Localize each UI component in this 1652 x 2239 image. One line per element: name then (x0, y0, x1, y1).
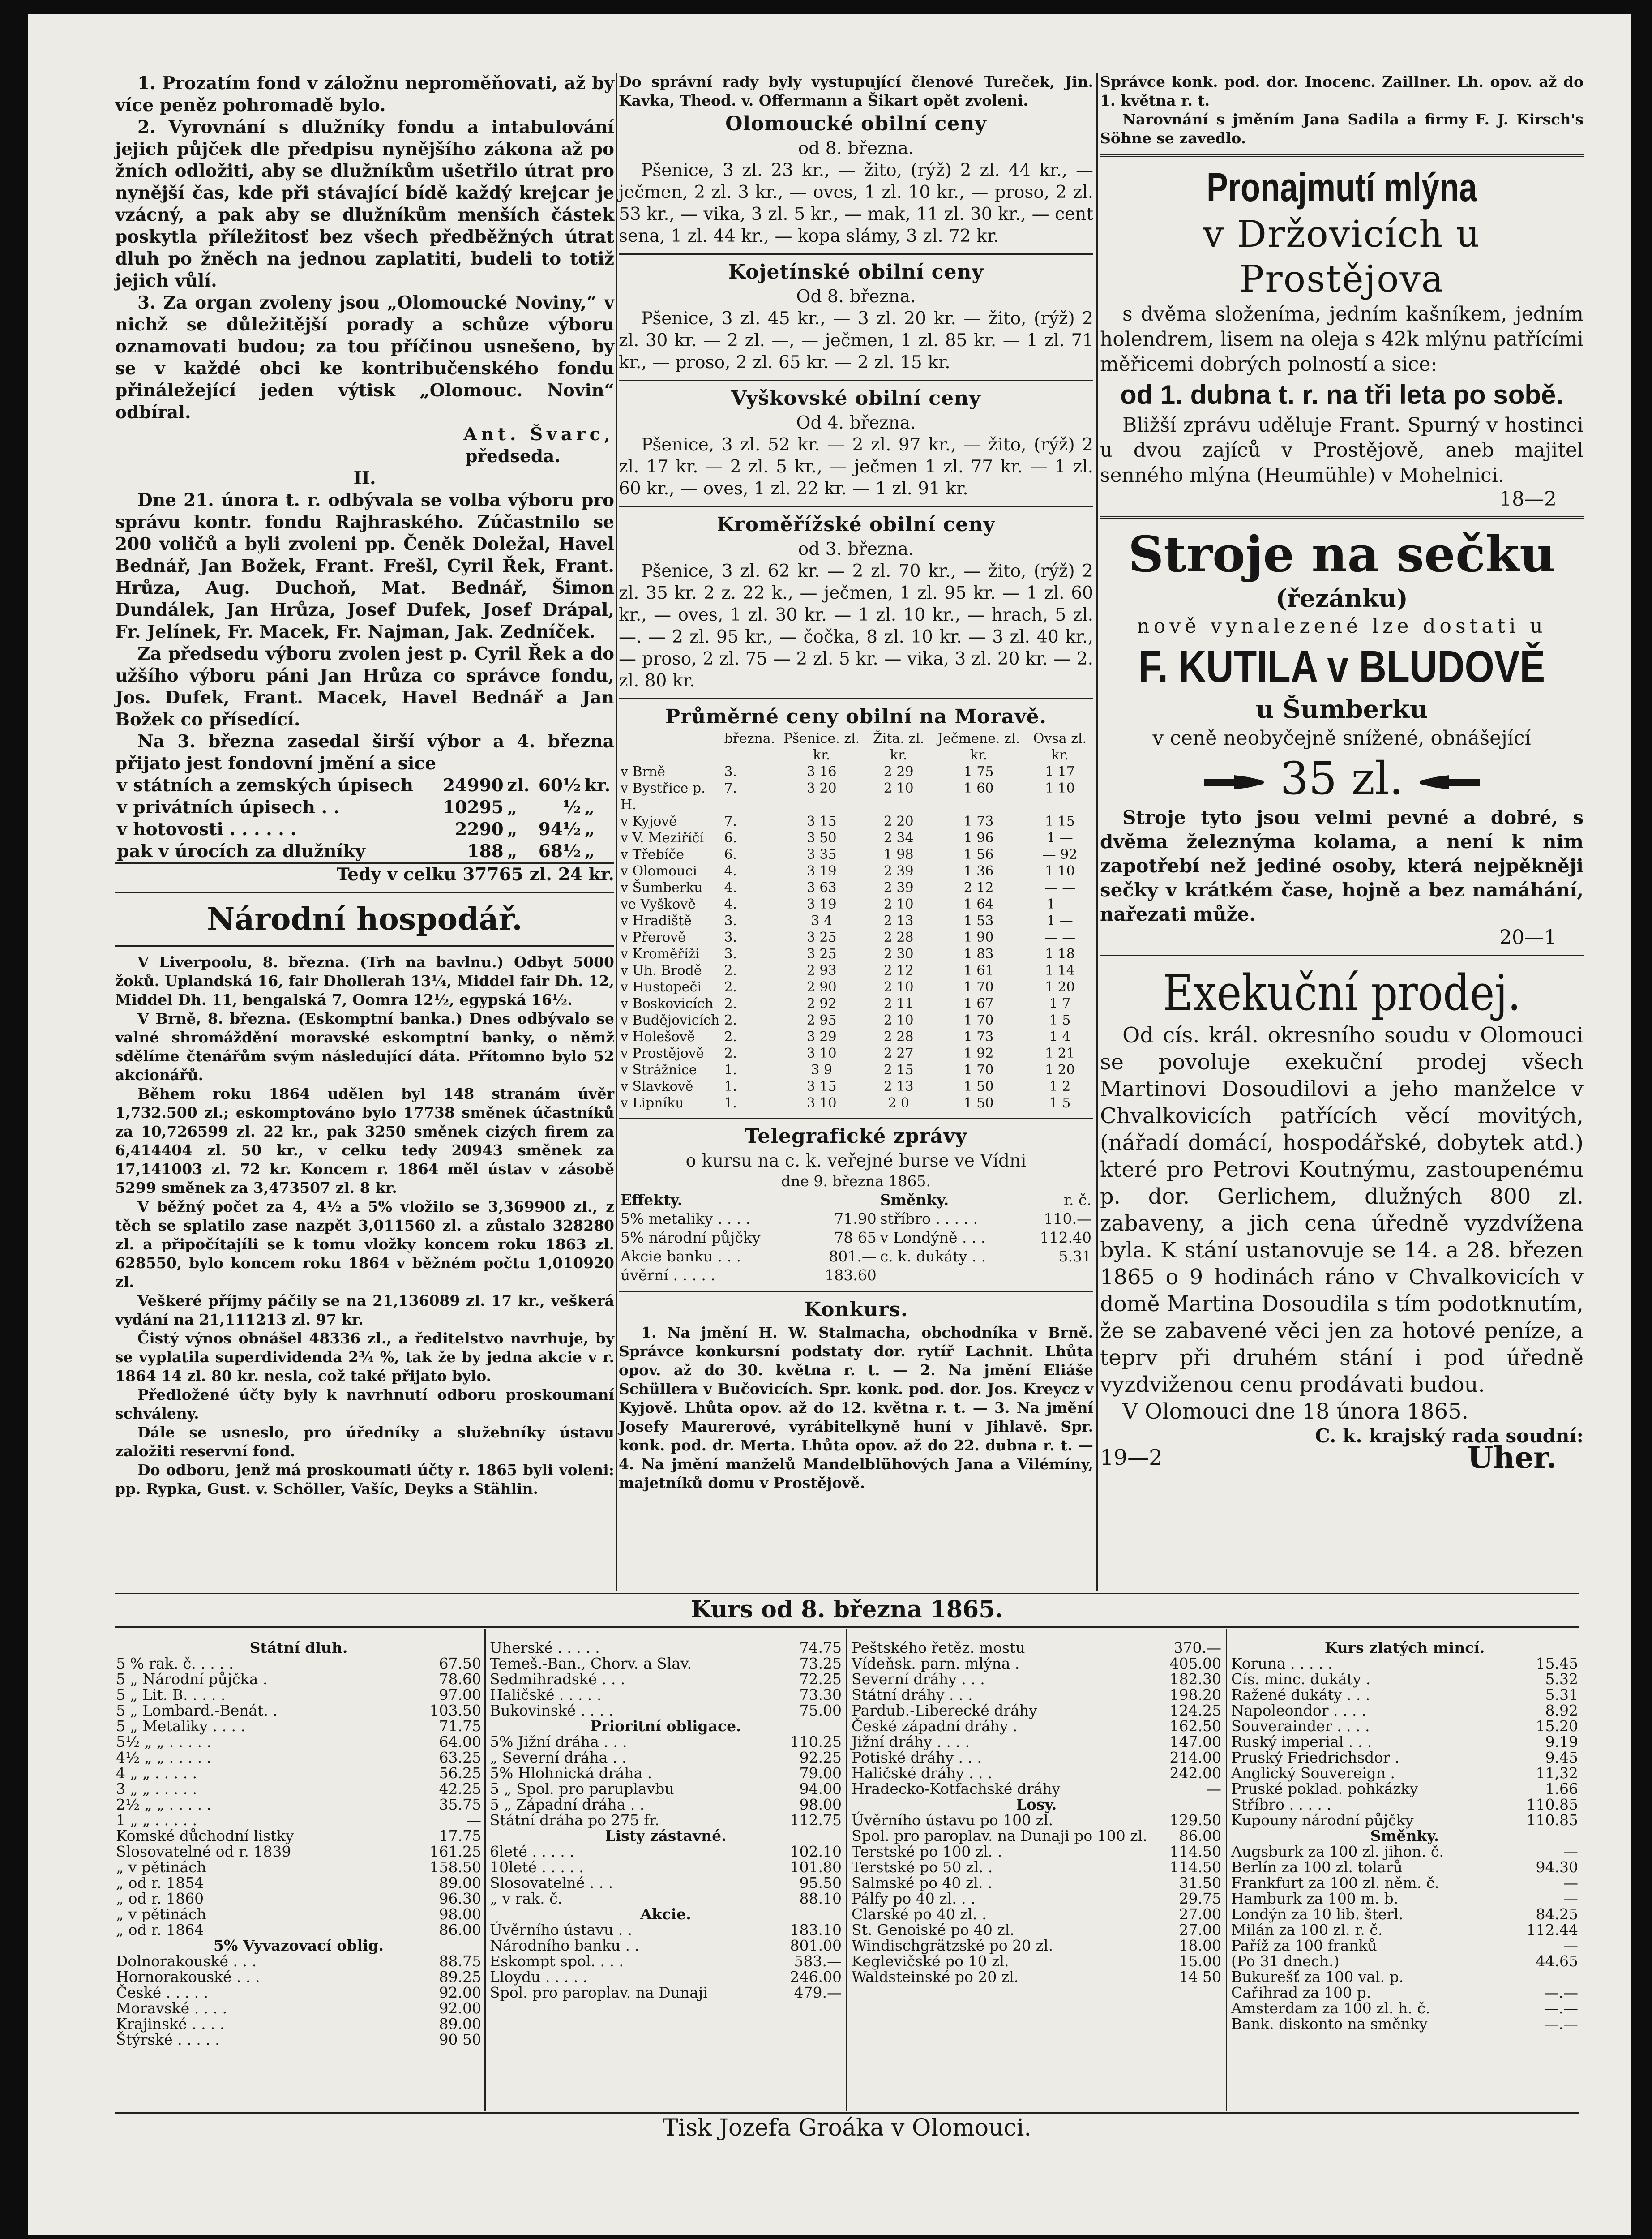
table-row: 6leté . . . . . 102.10 (490, 1843, 842, 1860)
table-row: Berlín za 100 zl. tolarů 94.30 (1231, 1858, 1578, 1876)
table-row: Keglevičské po 10 zl. 15.00 (852, 1952, 1221, 1970)
table-row: v privátních úpisech . . 10295 „ ½ „ (117, 797, 595, 818)
kurs-divider (846, 1629, 847, 2111)
ad-execution-sale: Exekuční prodej. Od cís. král. okresního soudu v Olomouci se povoluje exekuční prodej všech Martinovi Dosoudilovi a jeho manželce v Chvalkovicích patřících věcí movitých, (nářadí domácí, hospodářské, dobytek atd.) které pro Petrovi Koutnýmu, zastoupenému p. dor. Gerlichem, dlužných 800 zl. zabaveny, a jich cena úředně vyzdvížena byla. K stání ustanovuje se 14. a 28. březen 1865 o 9 hodinách ráno v Chvalkovicích v domě Martina Dosoudila s tím podotknutím, že se zabavené věci jen za hotové peníze, a teprv při druhém stání i pod úředně vyzdviženou cenu prodávati budou. V Olomouci dne 18 února 1865. C. k. krajský rada soudní: 19—2 Uher. (1100, 964, 1584, 1475)
kurs-title: Kurs od 8. března 1865. (691, 1596, 1003, 1623)
table-row: v Třebíče 6. 3 35 1 98 1 56 — 92 (621, 847, 1078, 862)
section-number: II. (353, 468, 376, 489)
table-row: Krajinské . . . . 89.00 (116, 2015, 481, 2033)
table-row: Temeš.-Ban., Chorv. a Slav. 73.25 (490, 1655, 842, 1672)
table-row: Slosovatelné od r. 1839 161.25 (116, 1843, 481, 1860)
table-row: 2½ „ „ . . . . . 35.75 (116, 1796, 481, 1813)
table-row: Bukovinské . . . . 75.00 (490, 1702, 842, 1719)
table-row: Listy zástavné. (605, 1827, 727, 1844)
table-row: Štýrské . . . . . 90 50 (116, 2031, 481, 2048)
table-row: Státní dráha po 275 fr. 112.75 (490, 1811, 842, 1829)
table-row: 5 „ Lit. B. . . . . 97.00 (116, 1686, 481, 1703)
avg-price-table (619, 730, 1093, 1111)
table-row: Spol. pro paroplav. na Dunaji po 100 zl. 86.00 (852, 1827, 1221, 1844)
kurs-col-2 (489, 1640, 843, 2000)
table-row: v Brně 3. 3 16 2 29 1 75 1 17 (621, 764, 1075, 780)
table-row: 5 „ Spol. pro paruplavbu 94.00 (490, 1780, 842, 1797)
kurs-col-1 (115, 1640, 482, 2047)
table-row: Souverainder . . . . 15.20 (1231, 1717, 1578, 1735)
table-row: Haličské . . . . . 73.30 (490, 1686, 842, 1703)
election-para-1: Dne 21. února t. r. odbývala se volba výboru pro správu kontr. fondu Rajhraského. Zúčastnilo se 200 voličů a byli zvoleni pp. Čeněk Doležal, Havel Bednář, Jan Božek, Frant. Frešl, Cyril Řek, Frant. Hrůza, Aug. Duchoň, Mat. Bednář, Šimon Dundálek, Jan Hrůza, Josef Dufek, Josef Drápal, Fr. Jelínek, Fr. Macek, Fr. Najman, Jak. Zedníček. (115, 490, 614, 642)
table-row: Hamburk za 100 m. b. — (1231, 1890, 1578, 1907)
table-row: pak v úrocích za dlužníky 188 „ 68½ „ (115, 841, 614, 863)
table-row: Milán za 100 zl. r. č. 112.44 (1231, 1921, 1578, 1939)
table-row: Pardub.-Liberecké dráhy 124.25 (852, 1702, 1221, 1719)
tel-title: Telegrafické zprávy (745, 1125, 967, 1148)
kurs-col-4 (1230, 1640, 1579, 2032)
table-row: v Uh. Brodě 2. 2 93 2 12 1 61 1 14 (621, 963, 1075, 978)
market-kojetin: Kojetínské obilní ceny Od 8. března. Pšenice, 3 zl. 45 kr., — 3 zl. 20 kr. — žito, (rýž) 2 zl. 30 kr. — 2 zl. —, — ječmen, 1 zl. 85 kr. — 1 zl. 71 kr., — proso, 2 zl. 65 kr. — 2 zl. 15 kr. (619, 261, 1093, 373)
tel-subtitle: o kursu na c. k. veřejné burse ve Vídni (685, 1151, 1027, 1171)
table-row: v státních a zemských úpisech 24990 zl. 60½ kr. (117, 775, 611, 796)
table-row: Národního banku . . 801.00 (490, 1937, 842, 1954)
table-row: „ v pětinách 158.50 (116, 1858, 481, 1876)
table-row: Ražené dukáty . . . 5.31 (1231, 1686, 1578, 1703)
kurs-bottom-rule (115, 1626, 1579, 1628)
table-row: Akcie banku . . . 801.— c. k. dukáty . . 5.31 (621, 1248, 1091, 1265)
tel-date: dne 9. března 1865. (781, 1172, 931, 1190)
tel-table (619, 1191, 1093, 1285)
table-row: Eskompt spol. . . . 583.— (490, 1952, 842, 1970)
table-row: „ v rak. č. 88.10 (490, 1890, 842, 1907)
market-vyskov: Vyškovské obilní ceny Od 4. března. Pšenice, 3 zl. 52 kr. — 2 zl. 97 kr., — žito, (rýž) 2 zl. 17 kr. — 2 zl. 5 kr., — ječmen 1 zl. 77 kr. — 1 zl. 60 kr., — oves, 1 zl. 22 kr. — 1 zl. 91 kr. (619, 387, 1093, 499)
column-divider (1096, 73, 1098, 1591)
signature-role: předseda. (465, 446, 561, 467)
table-row: Prioritní obligace. (590, 1717, 741, 1735)
election-para-3: Na 3. března zasedal širší výbor a 4. března přijato jest fondovní jmění a sice (115, 731, 614, 774)
table-row: Amsterdam za 100 zl. h. č. —.— (1231, 1999, 1578, 2017)
table-row: 5% Vyvazovací oblig. (214, 1937, 384, 1954)
table-row: Bank. diskonto na směnky —.— (1231, 2015, 1578, 2033)
signature: Ant. Švarc, (463, 424, 614, 445)
pointing-hand-right-icon (1203, 772, 1266, 792)
table-row: úvěrní . . . . . 183.60 (621, 1266, 877, 1284)
table-row: Sedmihradské . . . 72.25 (490, 1670, 842, 1688)
newspaper-page (28, 14, 1631, 2235)
table-row: Frankfurt za 100 zl. něm. č. — (1231, 1874, 1578, 1892)
hosp-para-4: V běžný počet za 4, 4½ a 5% vložilo se 3,369900 zl., z těch se splatilo zase nazpět 3,011560 zl. a zůstalo 328280 zl. a připočítajíli se k tomu vložky koncem roku 1863 zl. 628550, bylo koncem roku 1864 v běžném počtu 1,010920 zl. (115, 1198, 614, 1291)
table-row: Haličské dráhy . . . 242.00 (852, 1764, 1221, 1782)
kurs-col1-title: Státní dluh. (249, 1639, 348, 1656)
table-row: Stříbro . . . . . 110.85 (1231, 1796, 1578, 1813)
table-row: 5 „ Západní dráha . . 98.00 (490, 1796, 842, 1813)
table-row: 5 % rak. č. . . . . 67.50 (116, 1655, 481, 1672)
table-row: v Boskovicích 2. 2 92 2 11 1 67 1 7 (621, 996, 1071, 1012)
table-row: 5% národní půjčky 78 65 v Londýně . . . 112.40 (621, 1229, 1091, 1246)
market-kromeriz: Kroměřížské obilní ceny od 3. března. Pšenice, 3 zl. 62 kr. — 2 zl. 70 kr., — žito, (rýž) 2 zl. 35 kr. 2 z. 22 k., — ječmen, 1 zl. 95 kr. — 1 zl. 60 kr., — oves, 1 zl. 30 kr. — 1 zl. 10 kr., — hrach, 5 zl. —. — 2 zl. 95 kr., — čočka, 8 zl. 10 kr. — 3 zl. 40 kr., — proso, 2 zl. 75 — 2 zl. 5 kr. — vika, 3 zl. 20 kr. — 2. zl. 80 kr. (619, 513, 1093, 691)
table-row: v V. Meziříčí 6. 3 50 2 34 1 96 1 — (621, 830, 1073, 846)
table-row: Windischgrätzské po 20 zl. 18.00 (852, 1937, 1221, 1954)
table-row: „ v pětinách 98.00 (116, 1905, 481, 1923)
hosp-para-5: Veškeré příjmy páčily se na 21,136089 zl. 17 kr., veškerá vydání na 21,111213 zl. 97 kr. (115, 1292, 614, 1328)
table-row: 5 „ Metaliky . . . . 71.75 (116, 1717, 481, 1735)
table-row: Terstské po 100 zl. . 114.50 (852, 1843, 1221, 1860)
pointing-hand-left-icon (1418, 772, 1481, 792)
kurs-divider (484, 1629, 486, 2111)
table-row: 4 „ „ . . . . . 56.25 (116, 1764, 481, 1782)
kurs-top-rule (115, 1593, 1579, 1594)
table-row: v Olomouci 4. 3 19 2 39 1 36 1 10 (621, 863, 1075, 879)
table-row: Komské důchodní listky 17.75 (116, 1827, 481, 1844)
table-row: 5 „ Lombard.-Benát. . 103.50 (116, 1702, 481, 1719)
hosp-para-9: Do odboru, jenž má proskoumati účty r. 1865 byli voleni: pp. Rypka, Gust. v. Schöller, Vašíc, Deyks a Stählin. (115, 1461, 614, 1497)
table-row: Úvěrního ústavu po 100 zl. 129.50 (852, 1811, 1221, 1829)
table-row: v Přerově 3. 3 25 2 28 1 90 — — (621, 930, 1076, 945)
table-row: Moravské . . . . 92.00 (116, 1999, 481, 2017)
table-row: Státní dráhy . . . 198.20 (852, 1686, 1221, 1703)
table-row: Úvěrního ústavu . . 183.10 (490, 1921, 842, 1939)
table-row: v Hradiště 3. 3 4 2 13 1 53 1 — (621, 913, 1073, 929)
table-row: (Po 31 dnech.) 44.65 (1231, 1952, 1578, 1970)
table-row: Severní dráhy . . . 182.30 (852, 1670, 1221, 1688)
table-row: Cís. minc. dukáty . 5.32 (1231, 1670, 1578, 1688)
column-divider (616, 73, 617, 1591)
hosp-para-7: Předložené účty byly k navrhnutí odboru proskoumaní schváleny. (115, 1386, 614, 1422)
table-row: 10leté . . . . . 101.80 (490, 1858, 842, 1876)
table-row: v Slavkově 1. 3 15 2 13 1 50 1 2 (621, 1079, 1071, 1094)
table-row: 3 „ „ . . . . . 42.25 (116, 1780, 481, 1797)
column-2 (619, 73, 1093, 1493)
kurs-col4-title: Kurs zlatých mincí. (1324, 1639, 1485, 1656)
konkurs-title: Konkurs. (804, 1298, 908, 1321)
assets-total: Tedy v celku 37765 zl. 24 kr. (336, 864, 614, 885)
fond-para-1: 1. Prozatím fond v záložnu neproměňovati, až by více peněz pohromadě bylo. (115, 73, 614, 116)
column-1 (115, 73, 614, 1498)
table-row: „ od r. 1860 96.30 (116, 1890, 481, 1907)
table-row: Losy. (1016, 1796, 1057, 1813)
table-row: Salmské po 40 zl. . 31.50 (852, 1874, 1221, 1892)
hosp-para-8: Dále se usneslo, pro úředníky a služebníky ústavu založiti reservní fond. (115, 1424, 614, 1460)
fond-para-3: 3. Za organ zvoleny jsou „Olomoucké Noviny,“ v nichž se důležitější porady a schůze výboru oznamovati budou; za tou příčinou usnešeno, by se v každé obci ke kontribučenského fondu přináležející jeden výtisk „Olomouc. Novin“ odbíral. (115, 292, 614, 423)
table-row: v Kroměříži 3. 3 25 2 30 1 83 1 18 (621, 946, 1075, 962)
table-row: 1 „ „ . . . . . — (116, 1811, 481, 1829)
table-row: Napoleondor . . . . 8.92 (1231, 1702, 1578, 1719)
table-row: České západní dráhy . 162.50 (852, 1717, 1221, 1735)
table-row: Dolnorakouské . . . 88.75 (116, 1952, 481, 1970)
table-row: Směnky. (1370, 1827, 1439, 1844)
table-row: v hotovosti . . . . . . 2290 „ 94½ „ (117, 819, 595, 840)
table-header-row: března. Pšenice. zl. kr. Žita. zl. kr. Ječmene. zl. kr. Ovsa zl. kr. (724, 731, 1087, 763)
ad-cutters: Stroje na sečku (řezánku) nově vynalezené lze dostati u F. KUTILA v BLUDOVĚ u Šumberku v ceně neobyčejně snížené, obnášející 35 zl. Stroje tyto jsou velmi pevné a dobré, s dvěma železnýma kolama, a není k nim zapotřebí než jediné osoby, která nejpěkněji sečky v krátkém čase, hojně a bez namáhání, nařezati může. 20—1 (1100, 525, 1584, 949)
table-row: ve Vyškově 4. 3 19 2 10 1 64 1 — (621, 896, 1073, 912)
hosp-title: Národní hospodář. (207, 901, 522, 937)
table-header-row: Effekty. Směnky. r. č. (621, 1191, 1091, 1209)
avg-title: Průměrné ceny obilní na Moravě. (665, 705, 1047, 728)
table-row: v Strážnice 1. 3 9 2 15 1 70 1 20 (621, 1062, 1075, 1078)
table-row: 5% Jižní dráha . . . 110.25 (490, 1733, 842, 1750)
table-row: v Bystřice p. H. 7. 3 20 2 10 1 60 1 10 (621, 781, 1075, 813)
table-row: Terstské po 50 zl. . 114.50 (852, 1858, 1221, 1876)
table-row: Kupouny národní půjčky 110.85 (1231, 1811, 1578, 1829)
table-row: 4½ „ „ . . . . . 63.25 (116, 1749, 481, 1766)
table-row: Londýn za 10 lib. šterl. 84.25 (1231, 1905, 1578, 1923)
fond-para-2: 2. Vyrovnání s dlužníky fondu a intabulování jejich půjček dle předpisu nynějšího zákona až po žních odložiti, aby se dlužníkům ušetřilo útrat pro nynější čas, kde při stávající bídě každý krejcar je vzácný, a pak aby se dlužníkům menších částek poskytla příležitosť bez všech předběžných útrat dluh po žněch na jednou zaplatiti, budeli to totiž jejich vůlí. (115, 117, 614, 291)
table-row: v Holešově 2. 3 29 2 28 1 73 1 4 (621, 1029, 1071, 1045)
table-row: České . . . . . 92.00 (116, 1984, 481, 2001)
table-row: Akcie. (640, 1905, 691, 1923)
table-row: Clarské po 40 zl. . 27.00 (852, 1905, 1221, 1923)
table-row: Bukurešť za 100 val. p. (1231, 1968, 1404, 1986)
hosp-para-1: V Liverpoolu, 8. března. (Trh na bavlnu.) Odbyt 5000 žoků. Uplandská 16, fair Dhollerah 13¼, Middel fair Dh. 12, Middel Dh. 11, bengalská 7, Oomra 12½, egypská 16½. (115, 953, 614, 1008)
table-row: 5% Hlohnická dráha . 79.00 (490, 1764, 842, 1782)
table-row: v Prostějově 2. 3 10 2 27 1 92 1 21 (621, 1046, 1075, 1061)
table-row: 5½ „ „ . . . . . 64.00 (116, 1733, 481, 1750)
table-row: Lloydu . . . . . 246.00 (490, 1968, 842, 1986)
table-row: Augsburk za 100 zl. jihon. č. — (1231, 1843, 1578, 1860)
table-row: v Lipníku 1. 3 10 2 0 1 50 1 5 (621, 1095, 1071, 1111)
col3-top: Správce konk. pod. dor. Inocenc. Zaillner. Lh. opov. až do 1. května r. t. (1100, 73, 1584, 109)
table-row: Waldsteinské po 20 zl. 14 50 (852, 1968, 1221, 1986)
table-row: Pruský Friedrichsdor . 9.45 (1231, 1749, 1578, 1766)
table-row: v Hustopeči 2. 2 90 2 10 1 70 1 20 (621, 979, 1075, 995)
kurs-col-3 (851, 1640, 1222, 1985)
table-row: v Šumberku 4. 3 63 2 39 2 12 — — (621, 880, 1076, 896)
konkurs-text: 1. Na jmění H. W. Stalmacha, obchodníka v Brně. Správce konkursní podstaty dor. rytíř Lachnit. Lhůta opov. až do 30. května r. t. — 2. Na jmění Eliáše Schüllera v Bučovicích. Spr. konk. pod. dor. Jos. Kreycz v Kyjově. Lhůta opov. až do 12. května r. t. — 3. Na jmění Josefy Maurerové, vyrábitelkyně huní v Jihlavě. Spr. konk. pod. dr. Merta. Lhůta opov. až do 22. dubna r. t. — 4. Na jmění manželů Mandelblühových Jana a Vilémíny, majetníků domu v Prostějově. (619, 1324, 1093, 1492)
ad2-price: 35 zl. (1280, 752, 1404, 805)
table-row: Cařihrad za 100 p. —.— (1231, 1984, 1578, 2001)
table-row: Slosovatelné . . . 95.50 (490, 1874, 842, 1892)
hosp-para-6: Čistý výnos obnášel 48336 zl., a ředitelstvo navrhuje, by se vyplatila superdividenda 2¾ %, tak že by jedna akcie v r. 1864 14 zl. 80 kr. nesla, což také přijato bylo. (115, 1330, 614, 1385)
market-olomouc: Olomoucké obilní ceny od 8. března. Pšenice, 3 zl. 23 kr., — žito, (rýž) 2 zl. 44 kr., — ječmen, 2 zl. 3 kr., — oves, 1 zl. 10 kr., — proso, 2 zl. 53 kr., — vika, 3 zl. 5 kr., — mak, 11 zl. 30 kr., — cent sena, 1 zl. 44 kr., — kopa slámy, 3 zl. 72 kr. (619, 112, 1093, 246)
hosp-para-3: Během roku 1864 udělen byl 148 stranám úvěr 1,732.500 zl.; eskomptováno bylo 17738 směnek účastníků za 10,726599 zl. 22 kr., pak 3250 směnek cizých firem za 6,414404 zl. 50 kr., v celku tedy 20943 směnek za 17,141003 zl. 72 kr. Koncem r. 1864 měl ústav v zásobě 5299 směnek za 3,473507 zl. 8 kr. (115, 1085, 614, 1197)
table-row: Pálfy po 40 zl. . . 29.75 (852, 1890, 1221, 1907)
table-row: Ruský imperial . . . 9.19 (1231, 1733, 1578, 1750)
imprint-rule (115, 2112, 1579, 2114)
table-row: Pruské poklad. pohkázky 1.66 (1231, 1780, 1578, 1797)
assets-table (115, 775, 614, 864)
column-3 (1100, 73, 1584, 1475)
table-row: „ Severní dráha . . 92.25 (490, 1749, 842, 1766)
kurs-divider (1226, 1629, 1227, 2111)
ad-mill-rent: Pronajmutí mlýna v Držovicích u Prostějova s dvěma složeníma, jedním kašníkem, jedním holendrem, lisem na oleja s 42k mlýnu patřícími měřicemi dobrých polností a sice: od 1. dubna t. r. na tři leta po sobě. Bližší zprávu uděluje Frant. Spurný v hostinci u dvou zajíců v Prostějově, aneb majitel senného mlýna (Heumühle) v Mohelnici. 18—2 (1100, 165, 1584, 510)
table-row: „ od r. 1864 86.00 (116, 1921, 481, 1939)
table-row: Spol. pro paroplav. na Dunaji 479.— (490, 1984, 842, 2001)
table-row: Uherské . . . . . 74.75 (490, 1639, 842, 1656)
table-row: Paříž za 100 franků — (1231, 1937, 1578, 1954)
table-row: Peštského řetěz. mostu 370.— (852, 1639, 1221, 1656)
table-row: Koruna . . . . . 15.45 (1231, 1655, 1578, 1672)
table-row: v Kyjově 7. 3 15 2 20 1 73 1 15 (621, 814, 1075, 829)
col2-intro: Do správní rady byly vystupující členové Tureček, Jin. Kavka, Theod. v. Offermann a Šikart opět zvoleni. (619, 73, 1093, 109)
table-row: St. Genoiské po 40 zl. 27.00 (852, 1921, 1221, 1939)
table-row: Hradecko-Kotfachské dráhy — (852, 1780, 1221, 1797)
table-row: „ od r. 1854 89.00 (116, 1874, 481, 1892)
table-row: v Budějovicích 2. 2 95 2 10 1 70 1 5 (621, 1012, 1071, 1028)
col3-top-2: Narovnání s jměním Jana Sadila a firmy F. J. Kirsch's Söhne se zavedlo. (1100, 111, 1584, 147)
hosp-para-2: V Brně, 8. března. (Eskomptní banka.) Dnes odbývalo se valné shromáždění moravské eskomptní banky, o němž sdělíme čtenářům svým následující dáta. Přítomno bylo 52 akcionářů. (115, 1010, 614, 1084)
table-row: Potiské dráhy . . . 214.00 (852, 1749, 1221, 1766)
table-row: 5 „ Národní půjčka . 78.60 (116, 1670, 481, 1688)
table-row: Jižní dráhy . . . . 147.00 (852, 1733, 1221, 1750)
table-row: Hornorakouské . . . 89.25 (116, 1968, 481, 1986)
table-row: 5% metaliky . . . . 71.90 stříbro . . . . . 110.— (621, 1210, 1091, 1227)
table-row: Vídeňsk. parn. mlýna . 405.00 (852, 1655, 1221, 1672)
election-para-2: Za předsedu výboru zvolen jest p. Cyril Řek a do užšího výboru páni Jan Hrůza co správce fondu, Jos. Dufek, Frant. Macek, Havel Bednář a Jan Božek co přísedící. (115, 643, 614, 730)
table-row: Anglický Souvereign . 11,32 (1231, 1764, 1578, 1782)
imprint: Tisk Jozefa Groáka v Olomouci. (663, 2115, 1031, 2141)
